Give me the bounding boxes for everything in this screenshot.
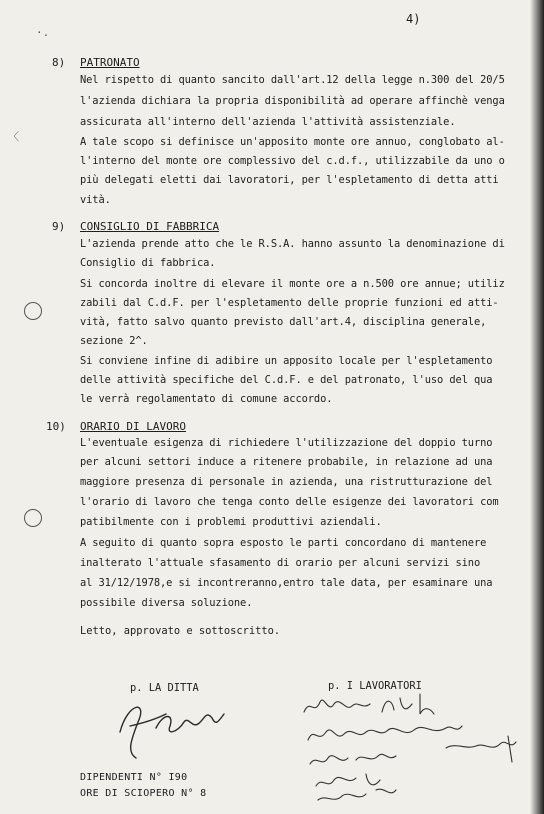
margin-tick-mark: 〈 [8,130,19,143]
paragraph-line: L'azienda prende atto che le R.S.A. hanno assunto la denominazione di [80,238,505,250]
page-number: 4) [406,12,421,26]
paragraph-line: inalterato l'attuale sfasamento di orario per alcuni servizi sino [80,557,481,569]
paragraph-line: per alcuni settori induce a ritenere probabile, in relazione ad una [80,456,493,468]
paragraph-line: l'orario di lavoro che tenga conto delle esigenze dei lavoratori com [80,496,499,508]
paragraph-line: l'azienda dichiara la propria disponibilità ad operare affinchè venga [80,95,505,107]
paragraph-line: vità, fatto salvo quanto previsto dall'art.4, disciplina generale, [80,316,487,328]
punch-hole-icon [24,302,42,320]
paragraph-line: assicurata all'interno dell'azienda l'attività assistenziale. [80,116,456,128]
paragraph-line: A tale scopo si definisce un'apposito monte ore annuo, conglobato al- [80,136,505,148]
paragraph-line: delle attività specifiche del C.d.F. e del patronato, l'uso del qua [80,374,493,386]
paragraph-line: più delegati eletti dai lavoratori, per l'espletamento di detta atti [80,174,499,186]
section-heading: PATRONATO [80,56,140,69]
section-number: 10) [46,420,66,433]
paragraph-line: l'interno del monte ore complessivo del c.d.f., utilizzabile da uno o [80,155,505,167]
section-number: 9) [52,220,66,233]
paragraph-line: vità. [80,194,111,206]
scan-speck: ·. [36,26,50,39]
paragraph-line: maggiore presenza di personale in azienda, una ristrutturazione del [80,476,493,488]
paragraph-line: L'eventuale esigenza di richiedere l'utilizzazione del doppio turno [80,437,493,449]
section-number: 8) [52,56,66,69]
paragraph-line: possibile diversa soluzione. [80,597,253,609]
company-signature-label: p. LA DITTA [130,682,199,694]
paragraph-line: A seguito di quanto sopra esposto le parti concordano di mantenere [80,537,487,549]
paragraph-line: Consiglio di fabbrica. [80,257,216,269]
punch-hole-icon [24,509,42,527]
strike-hours: ORE DI SCIOPERO N° 8 [80,788,207,799]
section-heading: CONSIGLIO DI FABBRICA [80,220,220,233]
paragraph-line: patibilmente con i problemi produttivi aziendali. [80,516,382,528]
paragraph-line: le verrà regolamentato di comune accordo. [80,393,333,405]
paragraph-line: al 31/12/1978,e si incontreranno,entro tale data, per esaminare una [80,577,493,589]
workers-signatures [296,690,536,810]
paragraph-line: Nel rispetto di quanto sancito dall'art.12 della legge n.300 del 20/5 [80,74,505,86]
paragraph-line: zabili dal C.d.F. per l'espletamento delle proprie funzioni ed atti- [80,297,499,309]
paragraph-line: Si concorda inoltre di elevare il monte ore a n.500 ore annue; utiliz [80,278,505,290]
section-heading: ORARIO DI LAVORO [80,420,186,433]
paragraph-line: Si conviene infine di adibire un apposito locale per l'espletamento [80,355,493,367]
employees-count: DIPENDENTI N° I90 [80,772,188,783]
workers-signature-label: p. I LAVORATORI [328,680,422,692]
closing-statement: Letto, approvato e sottoscritto. [80,625,281,637]
company-signature [108,692,238,762]
paragraph-line: sezione 2^. [80,335,148,347]
